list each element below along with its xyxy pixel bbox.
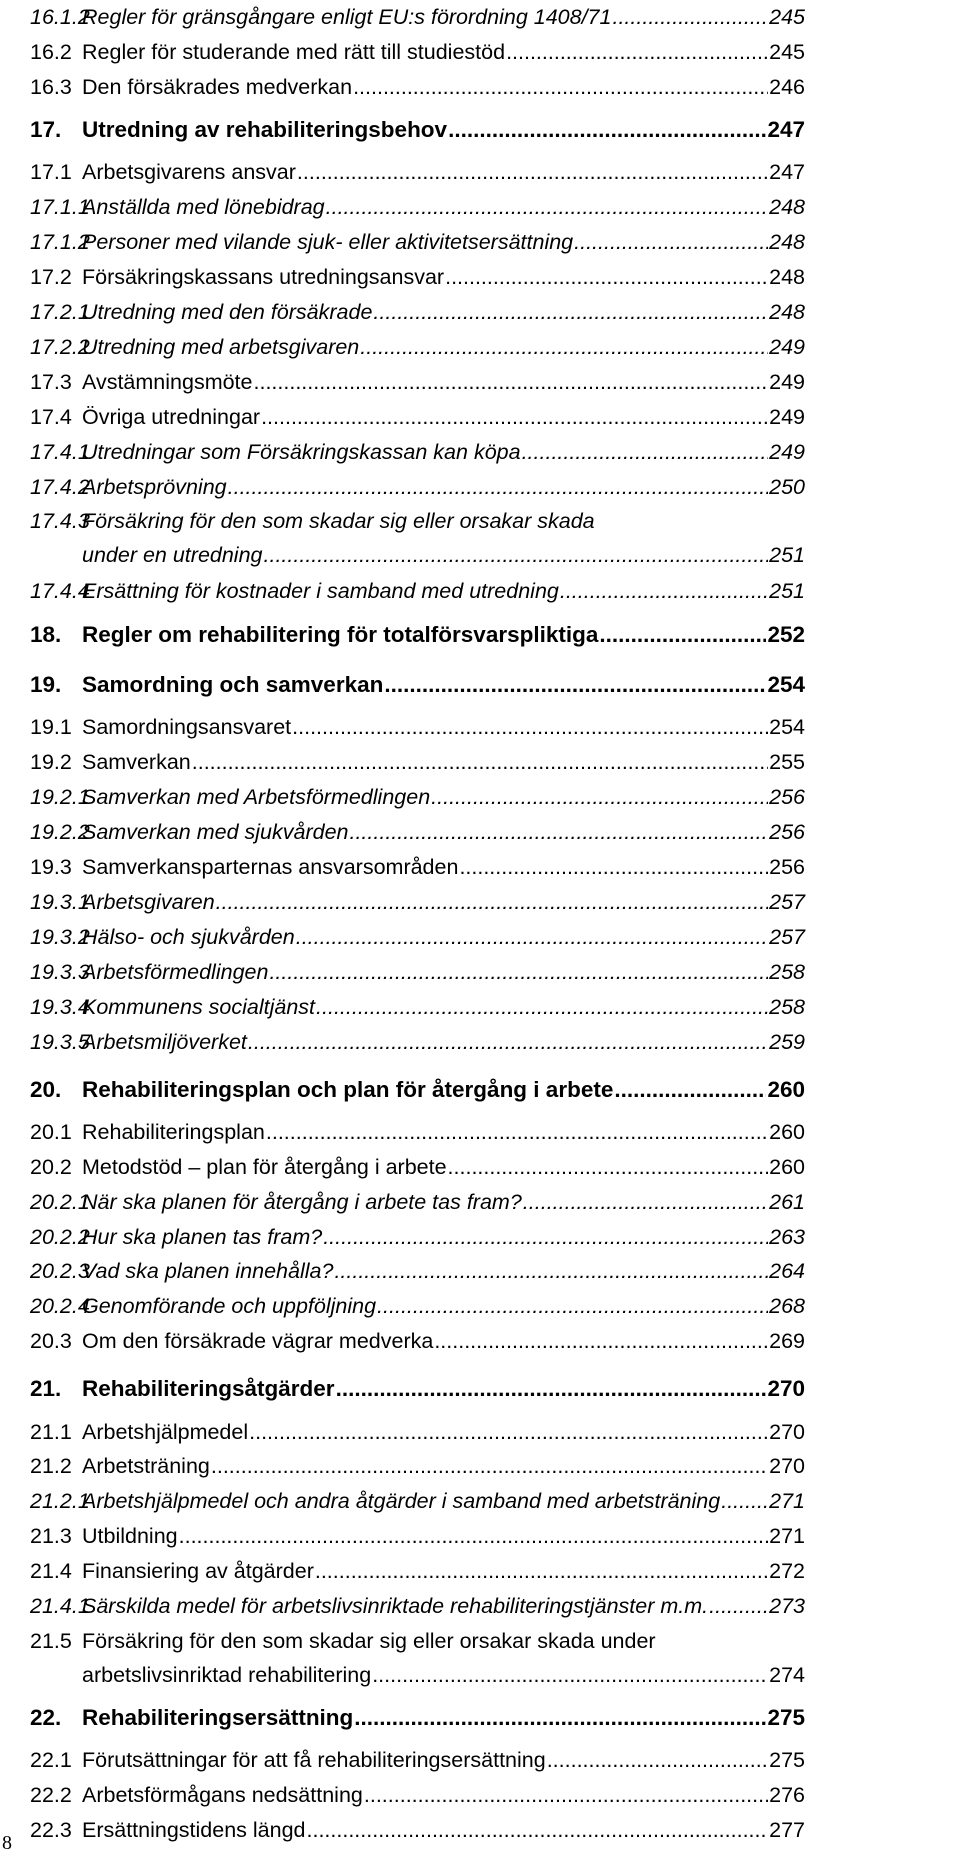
toc-entry-title: Regler om rehabilitering för totalförsvarspliktiga bbox=[82, 622, 599, 647]
toc-entry-number: 18. bbox=[30, 622, 62, 647]
dot-leader bbox=[254, 369, 769, 395]
toc-entry-number: 19.3 bbox=[30, 855, 72, 879]
dot-leader bbox=[614, 1077, 766, 1103]
toc-entry-page: 256 bbox=[769, 785, 805, 809]
toc-entry-number: 17.1.2 bbox=[30, 230, 90, 254]
toc-entry[interactable] bbox=[30, 1029, 805, 1055]
toc-entry-page: 246 bbox=[769, 75, 805, 99]
toc-entry[interactable] bbox=[30, 1328, 805, 1354]
toc-entry-number: 22.3 bbox=[30, 1818, 72, 1842]
toc-entry-number: 21.3 bbox=[30, 1524, 72, 1548]
toc-entry-number: 19.3.3 bbox=[30, 960, 90, 984]
toc-entry[interactable] bbox=[30, 1593, 805, 1619]
toc-entry-number: 20.2 bbox=[30, 1155, 72, 1179]
toc-entry-title: Samverkan med sjukvården bbox=[82, 820, 349, 844]
toc-entry[interactable] bbox=[30, 1523, 805, 1549]
toc-entry-title: Arbetsgivarens ansvar bbox=[82, 160, 296, 184]
dot-leader bbox=[434, 1328, 768, 1354]
toc-entry-page: 245 bbox=[769, 5, 805, 29]
toc-entry-title: Samverkansparternas ansvarsområden bbox=[82, 855, 459, 879]
toc-entry[interactable] bbox=[30, 1747, 805, 1773]
dot-leader bbox=[315, 1558, 768, 1584]
dot-leader bbox=[336, 1376, 767, 1402]
toc-entry-title: Samordningsansvaret bbox=[82, 715, 292, 739]
toc-entry[interactable] bbox=[30, 1376, 805, 1402]
dot-leader bbox=[506, 39, 768, 65]
toc-entry-number: 19.3.4 bbox=[30, 995, 90, 1019]
toc-entry-page: 270 bbox=[769, 1454, 805, 1478]
toc-entry-page: 254 bbox=[767, 672, 805, 697]
toc-entry-title: Arbetshjälpmedel bbox=[82, 1420, 249, 1444]
page-number: 8 bbox=[2, 1832, 12, 1854]
toc-entry[interactable] bbox=[30, 1628, 805, 1688]
toc-entry-title: Metodstöd – plan för återgång i arbete bbox=[82, 1155, 447, 1179]
toc-entry-page: 250 bbox=[769, 475, 805, 499]
toc-entry-page: 260 bbox=[769, 1120, 805, 1144]
dot-leader bbox=[431, 784, 768, 810]
toc-entry-title: Kommunens socialtjänst bbox=[82, 995, 316, 1019]
toc-entry-page: 248 bbox=[769, 265, 805, 289]
toc-entry-page: 260 bbox=[769, 1155, 805, 1179]
toc-entry-number: 22.2 bbox=[30, 1783, 72, 1807]
toc-entry[interactable] bbox=[30, 229, 805, 255]
toc-entry[interactable] bbox=[30, 334, 805, 360]
toc-entry-number: 20.3 bbox=[30, 1329, 72, 1353]
dot-leader bbox=[709, 1593, 768, 1619]
toc-entry-title: Ersättningstidens längd bbox=[82, 1818, 306, 1842]
toc-entry[interactable] bbox=[30, 889, 805, 915]
toc-entry-page: 247 bbox=[769, 160, 805, 184]
dot-leader bbox=[249, 1419, 768, 1445]
toc-entry-page: 276 bbox=[769, 1783, 805, 1807]
dot-leader bbox=[384, 672, 766, 698]
toc-entry-title: Utredning med den försäkrade bbox=[82, 300, 373, 324]
toc-entry-page: 248 bbox=[769, 230, 805, 254]
toc-entry-title: Samverkan med Arbetsförmedlingen bbox=[82, 785, 431, 809]
dot-leader bbox=[448, 1154, 769, 1180]
dot-leader bbox=[228, 474, 769, 500]
toc-entry-page: 271 bbox=[769, 1524, 805, 1548]
dot-leader bbox=[360, 334, 768, 360]
toc-entry-page: 272 bbox=[769, 1559, 805, 1583]
toc-entry-number: 20. bbox=[30, 1077, 62, 1102]
toc-entry[interactable] bbox=[30, 854, 805, 880]
toc-entry-number: 21.2.1 bbox=[30, 1489, 90, 1513]
dot-leader bbox=[353, 74, 768, 100]
dot-leader bbox=[266, 1119, 768, 1145]
toc-entry-title: Arbetsgivaren bbox=[82, 890, 215, 914]
toc-entry-title: Försäkringskassans utredningsansvar bbox=[82, 265, 445, 289]
dot-leader bbox=[261, 404, 768, 430]
toc-entry-title: Ersättning för kostnader i samband med utredning bbox=[82, 579, 559, 603]
toc-entry[interactable] bbox=[30, 1154, 805, 1180]
dot-leader bbox=[248, 1029, 768, 1055]
toc-entry[interactable] bbox=[30, 1224, 805, 1250]
dot-leader bbox=[211, 1453, 768, 1479]
toc-entry-title-continued: arbetslivsinriktad rehabilitering bbox=[82, 1663, 372, 1687]
toc-entry-page: 270 bbox=[769, 1420, 805, 1444]
toc-entry[interactable] bbox=[30, 1817, 805, 1843]
toc-entry-number: 19.2.1 bbox=[30, 785, 90, 809]
toc-entry-number: 21.4 bbox=[30, 1559, 72, 1583]
toc-entry[interactable] bbox=[30, 1258, 805, 1284]
toc-entry-number: 16.1.2 bbox=[30, 5, 90, 29]
toc-entry-number: 21.4.1 bbox=[30, 1594, 90, 1618]
toc-entry[interactable] bbox=[30, 369, 805, 395]
toc-entry-title: Hälso- och sjukvården bbox=[82, 925, 295, 949]
toc-entry[interactable] bbox=[30, 1077, 805, 1103]
toc-entry-page: 254 bbox=[769, 715, 805, 739]
toc-entry-number: 17.2 bbox=[30, 265, 72, 289]
toc-entry-page: 271 bbox=[769, 1489, 805, 1513]
toc-entry-title: När ska planen för återgång i arbete tas fram? bbox=[82, 1190, 522, 1214]
toc-entry[interactable] bbox=[30, 622, 805, 648]
toc-entry[interactable] bbox=[30, 194, 805, 220]
dot-leader bbox=[296, 924, 768, 950]
toc-entry-page: 275 bbox=[769, 1748, 805, 1772]
dot-leader bbox=[323, 1224, 768, 1250]
dot-leader bbox=[307, 1817, 769, 1843]
toc-entry[interactable] bbox=[30, 159, 805, 185]
dot-leader bbox=[560, 578, 768, 604]
toc-entry-title: Samverkan bbox=[82, 750, 191, 774]
toc-entry-page: 277 bbox=[769, 1818, 805, 1842]
toc-entry-title: Vad ska planen innehålla? bbox=[82, 1259, 334, 1283]
toc-entry-title: Arbetsprövning bbox=[82, 475, 227, 499]
dot-leader bbox=[445, 264, 768, 290]
toc-entry-title: Regler för gränsgångare enligt EU:s förordning 1408/71 bbox=[82, 5, 612, 29]
toc-entry-page: 257 bbox=[769, 890, 805, 914]
toc-entry-page: 261 bbox=[769, 1190, 805, 1214]
dot-leader bbox=[192, 749, 768, 775]
toc-entry[interactable] bbox=[30, 1488, 805, 1514]
toc-entry-title: Hur ska planen tas fram? bbox=[82, 1225, 323, 1249]
toc-entry-number: 19. bbox=[30, 672, 62, 697]
toc-entry-page: 249 bbox=[769, 440, 805, 464]
toc-entry-page: 274 bbox=[769, 1663, 805, 1687]
toc-entry-title: Rehabiliteringsersättning bbox=[82, 1705, 354, 1730]
dot-leader bbox=[721, 1488, 768, 1514]
toc-entry-title: Utbildning bbox=[82, 1524, 178, 1548]
dot-leader bbox=[523, 1189, 768, 1215]
toc-entry-number: 19.2.2 bbox=[30, 820, 90, 844]
toc-entry-number: 17.4.2 bbox=[30, 475, 90, 499]
toc-entry[interactable] bbox=[30, 1419, 805, 1445]
toc-entry[interactable] bbox=[30, 474, 805, 500]
toc-entry-title: Förutsättningar för att få rehabiliteringsersättning bbox=[82, 1748, 546, 1772]
toc-entry[interactable] bbox=[30, 784, 805, 810]
dot-leader bbox=[574, 229, 768, 255]
toc-entry-title: Utredningar som Försäkringskassan kan köpa bbox=[82, 440, 521, 464]
toc-entry-page: 269 bbox=[769, 1329, 805, 1353]
dot-leader bbox=[372, 1662, 768, 1688]
dot-leader bbox=[373, 299, 768, 325]
dot-leader bbox=[522, 439, 769, 465]
toc-entry-number: 20.2.2 bbox=[30, 1225, 90, 1249]
toc-entry-page: 256 bbox=[769, 855, 805, 879]
toc-entry[interactable] bbox=[30, 439, 805, 465]
toc-entry-page: 264 bbox=[769, 1259, 805, 1283]
toc-entry-number: 19.3.1 bbox=[30, 890, 90, 914]
toc-entry-title: Avstämningsmöte bbox=[82, 370, 253, 394]
toc-entry-page: 275 bbox=[767, 1705, 805, 1730]
toc-entry-number: 20.1 bbox=[30, 1120, 72, 1144]
toc-entry-page: 258 bbox=[769, 960, 805, 984]
toc-entry[interactable] bbox=[30, 1189, 805, 1215]
toc-entry-number: 19.3.2 bbox=[30, 925, 90, 949]
toc-entry-number: 17.4.4 bbox=[30, 579, 90, 603]
dot-leader bbox=[269, 959, 768, 985]
toc-entry-page: 258 bbox=[769, 995, 805, 1019]
dot-leader bbox=[547, 1747, 768, 1773]
toc-entry-page: 245 bbox=[769, 40, 805, 64]
toc-entry-title: Anställda med lönebidrag bbox=[82, 195, 325, 219]
toc-entry[interactable] bbox=[30, 1705, 805, 1731]
toc-entry-title: Personer med vilande sjuk- eller aktivitetsersättning bbox=[82, 230, 574, 254]
toc-entry-title-continued: under en utredning bbox=[82, 543, 263, 567]
toc-entry-number: 22. bbox=[30, 1705, 62, 1730]
toc-entry-page: 247 bbox=[767, 117, 805, 142]
toc-entry-page: 249 bbox=[769, 370, 805, 394]
toc-entry-number: 17.4.1 bbox=[30, 440, 90, 464]
toc-entry[interactable] bbox=[30, 959, 805, 985]
toc-entry-title: Utredning med arbetsgivaren bbox=[82, 335, 360, 359]
toc-entry-number: 17.1.1 bbox=[30, 195, 90, 219]
dot-leader bbox=[316, 994, 768, 1020]
toc-entry-title: Utredning av rehabiliteringsbehov bbox=[82, 117, 448, 142]
toc-entry-title: Rehabiliteringsplan och plan för återgång i arbete bbox=[82, 1077, 614, 1102]
toc-entry[interactable] bbox=[30, 299, 805, 325]
toc-entry-number: 21.1 bbox=[30, 1420, 72, 1444]
dot-leader bbox=[459, 854, 768, 880]
toc-entry-page: 249 bbox=[769, 405, 805, 429]
toc-entry-number: 17.3 bbox=[30, 370, 72, 394]
dot-leader bbox=[292, 714, 768, 740]
toc-entry-title: Övriga utredningar bbox=[82, 405, 261, 429]
toc-entry-number: 16.3 bbox=[30, 75, 72, 99]
dot-leader bbox=[377, 1293, 768, 1319]
toc-entry-number: 20.2.4 bbox=[30, 1294, 90, 1318]
toc-entry-page: 270 bbox=[767, 1376, 805, 1401]
dot-leader bbox=[349, 819, 768, 845]
toc-entry-title: Särskilda medel för arbetslivsinriktade rehabiliteringstjänster m.m. bbox=[82, 1594, 709, 1618]
toc-entry[interactable] bbox=[30, 39, 805, 65]
toc-entry-title: Rehabiliteringsåtgärder bbox=[82, 1376, 335, 1401]
toc-entry-title: Regler för studerande med rätt till studiestöd bbox=[82, 40, 506, 64]
toc-entry[interactable] bbox=[30, 672, 805, 698]
toc-entry-title: Arbetsförmedlingen bbox=[82, 960, 269, 984]
toc-entry-number: 21.5 bbox=[30, 1629, 72, 1653]
toc-entry[interactable] bbox=[30, 1782, 805, 1808]
toc-entry-number: 19.1 bbox=[30, 715, 72, 739]
dot-leader bbox=[326, 194, 768, 220]
toc-entry-number: 17.2.2 bbox=[30, 335, 90, 359]
toc-entry[interactable] bbox=[30, 1558, 805, 1584]
toc-entry-title: Försäkring för den som skadar sig eller orsakar skada under bbox=[82, 1629, 656, 1653]
toc-entry[interactable] bbox=[30, 4, 805, 30]
toc-entry-title: Arbetsförmågans nedsättning bbox=[82, 1783, 363, 1807]
toc-entry-page: 248 bbox=[769, 195, 805, 219]
dot-leader bbox=[334, 1258, 768, 1284]
toc-entry-page: 249 bbox=[769, 335, 805, 359]
toc-entry-page: 260 bbox=[767, 1077, 805, 1102]
toc-entry[interactable] bbox=[30, 1453, 805, 1479]
toc-entry-page: 257 bbox=[769, 925, 805, 949]
toc-entry-number: 19.3.5 bbox=[30, 1030, 90, 1054]
toc-entry-title: Försäkring för den som skadar sig eller orsakar skada bbox=[82, 509, 595, 533]
toc-entry[interactable] bbox=[30, 1293, 805, 1319]
toc-entry[interactable] bbox=[30, 508, 805, 568]
dot-leader bbox=[364, 1782, 768, 1808]
toc-entry-page: 263 bbox=[769, 1225, 805, 1249]
toc-entry-number: 21.2 bbox=[30, 1454, 72, 1478]
toc-entry-title: Den försäkrades medverkan bbox=[82, 75, 353, 99]
toc-entry-page: 256 bbox=[769, 820, 805, 844]
toc-entry-title: Om den försäkrade vägrar medverka bbox=[82, 1329, 434, 1353]
toc-entry-page: 251 bbox=[769, 579, 805, 603]
toc-entry-page: 259 bbox=[769, 1030, 805, 1054]
toc-entry[interactable] bbox=[30, 74, 805, 100]
toc-entry-number: 17.4.3 bbox=[30, 509, 90, 533]
toc-entry[interactable] bbox=[30, 117, 805, 143]
toc-entry[interactable] bbox=[30, 819, 805, 845]
toc-entry-number: 21. bbox=[30, 1376, 62, 1401]
dot-leader bbox=[612, 4, 768, 30]
toc-entry-page: 255 bbox=[769, 750, 805, 774]
toc-entry-number: 17.4 bbox=[30, 405, 72, 429]
toc-entry-number: 16.2 bbox=[30, 40, 72, 64]
toc-entry-title: Arbetsmiljöverket bbox=[82, 1030, 247, 1054]
dot-leader bbox=[297, 159, 768, 185]
dot-leader bbox=[599, 622, 766, 648]
dot-leader bbox=[354, 1705, 766, 1731]
toc-entry-number: 22.1 bbox=[30, 1748, 72, 1772]
toc-entry-title: Arbetsträning bbox=[82, 1454, 210, 1478]
toc-entry-number: 17.1 bbox=[30, 160, 72, 184]
toc-entry-page: 268 bbox=[769, 1294, 805, 1318]
dot-leader bbox=[264, 542, 769, 568]
toc-entry-number: 20.2.3 bbox=[30, 1259, 90, 1283]
dot-leader bbox=[448, 117, 766, 143]
dot-leader bbox=[179, 1523, 769, 1549]
toc-entry-number: 17. bbox=[30, 117, 62, 142]
toc-entry[interactable] bbox=[30, 264, 805, 290]
toc-entry-number: 19.2 bbox=[30, 750, 72, 774]
toc-entry-page: 251 bbox=[769, 543, 805, 567]
toc-entry-page: 248 bbox=[769, 300, 805, 324]
toc-entry[interactable] bbox=[30, 578, 805, 604]
toc-entry-title: Genomförande och uppföljning bbox=[82, 1294, 377, 1318]
toc-entry-title: Samordning och samverkan bbox=[82, 672, 384, 697]
toc-entry[interactable] bbox=[30, 1119, 805, 1145]
toc-entry-title: Arbetshjälpmedel och andra åtgärder i samband med arbetsträning bbox=[82, 1489, 721, 1513]
toc-entry-number: 17.2.1 bbox=[30, 300, 90, 324]
toc-entry[interactable] bbox=[30, 714, 805, 740]
dot-leader bbox=[216, 889, 768, 915]
toc-entry-number: 20.2.1 bbox=[30, 1190, 90, 1214]
toc-entry-title: Finansiering av åtgärder bbox=[82, 1559, 314, 1583]
toc-entry[interactable] bbox=[30, 994, 805, 1020]
toc-entry-page: 252 bbox=[767, 622, 805, 647]
toc-entry[interactable] bbox=[30, 749, 805, 775]
toc-entry[interactable] bbox=[30, 924, 805, 950]
toc-entry-title: Rehabiliteringsplan bbox=[82, 1120, 265, 1144]
toc-entry[interactable] bbox=[30, 404, 805, 430]
toc-entry-page: 273 bbox=[769, 1594, 805, 1618]
